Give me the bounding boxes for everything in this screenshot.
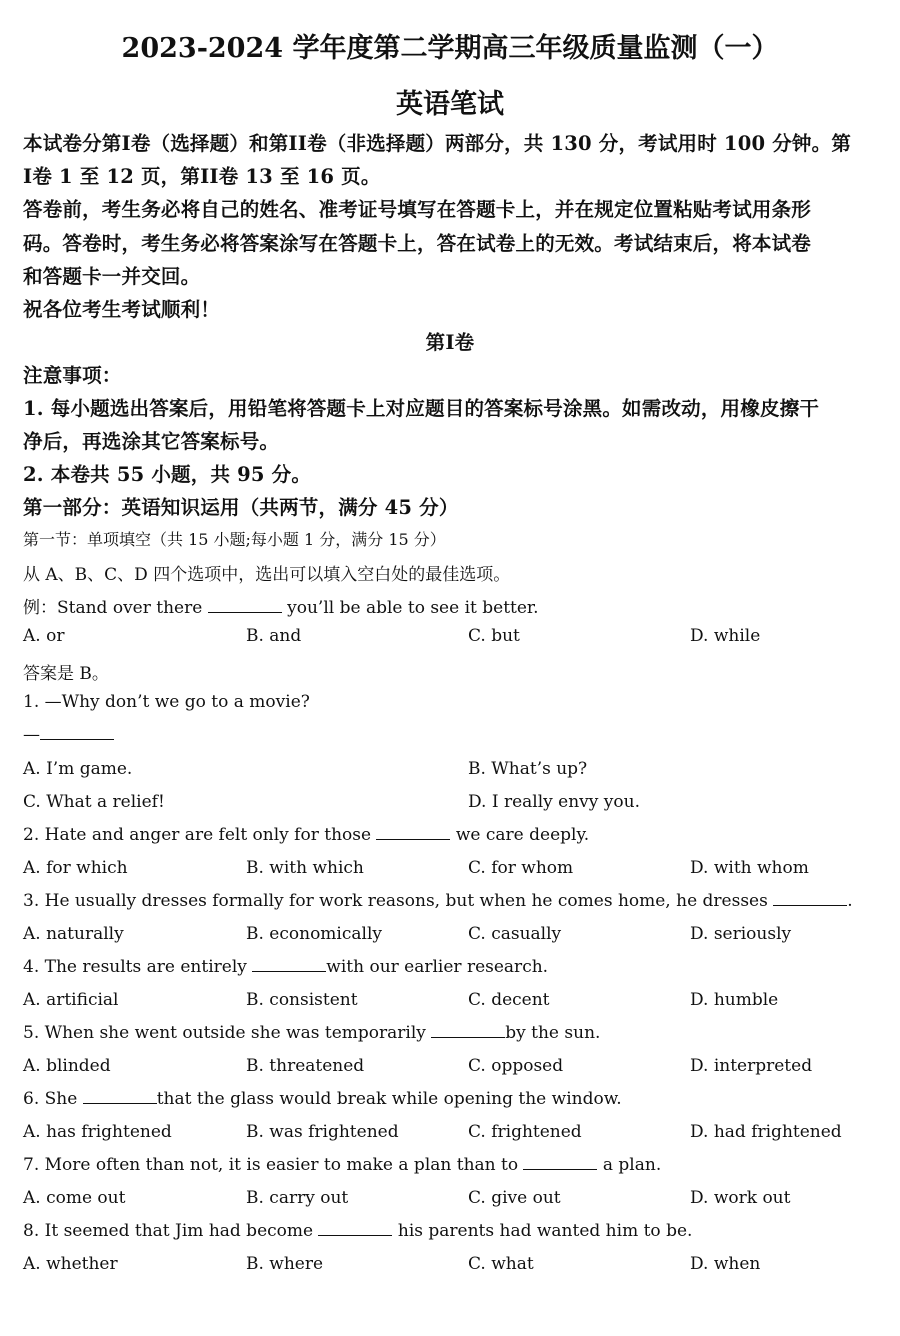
q2-option-c: C. for whom <box>468 858 574 878</box>
intro-line-2: I卷 1 至 12 页，第II卷 13 至 16 页。 <box>23 165 381 188</box>
q5-option-b: B. threatened <box>246 1056 365 1076</box>
q1-option-c: C. What a relief! <box>23 792 165 812</box>
intro-line-6: 祝各位考生考试顺利！ <box>23 298 221 321</box>
exam-title: 2023-2024 学年度第二学期高三年级质量监测（一） <box>121 33 779 64</box>
question-stem-1: 1. —Why don’t we go to a movie? <box>23 692 310 712</box>
q3-option-a: A. naturally <box>23 924 124 944</box>
q6-option-d: D. had frightened <box>690 1122 842 1142</box>
note-2: 2. 本卷共 55 小题，共 95 分。 <box>23 463 312 486</box>
answer-blank <box>523 1155 597 1170</box>
q8-option-b: B. where <box>246 1254 324 1274</box>
q6-option-a: A. has frightened <box>23 1122 172 1142</box>
question-stem-2: 2. Hate and anger are felt only for those we care deeply. <box>23 825 590 845</box>
example-option-a: A. or <box>23 626 65 646</box>
question-stem-6: 6. She that the glass would break while opening the window. <box>23 1089 622 1109</box>
q6-option-c: C. frightened <box>468 1122 582 1142</box>
intro-line-4: 码。答卷时，考生务必将答案涂写在答题卡上，答在试卷上的无效。考试结束后，将本试卷 <box>23 232 812 255</box>
q4-option-c: C. decent <box>468 990 550 1010</box>
q8-option-c: C. what <box>468 1254 534 1274</box>
q4-option-b: B. consistent <box>246 990 358 1010</box>
q4-option-a: A. artificial <box>23 990 119 1010</box>
q6-option-b: B. was frightened <box>246 1122 399 1142</box>
question-reply-1: — <box>23 725 114 745</box>
example-answer: 答案是 B。 <box>23 664 109 684</box>
intro-line-1: 本试卷分第I卷（选择题）和第II卷（非选择题）两部分，共 130 分，考试用时 100 分钟。第 <box>23 132 852 155</box>
question-stem-4: 4. The results are entirely with our earlier research. <box>23 957 549 977</box>
answer-blank <box>83 1089 157 1104</box>
part1-heading: 第一部分：英语知识运用（共两节，满分 45 分） <box>23 496 459 519</box>
q1-option-d: D. I really envy you. <box>468 792 640 812</box>
section1-heading: 第一节：单项填空（共 15 小题;每小题 1 分，满分 15 分） <box>23 530 446 549</box>
example-option-d: D. while <box>690 626 761 646</box>
q7-option-b: B. carry out <box>246 1188 349 1208</box>
answer-blank <box>252 957 326 972</box>
note-1a: 1. 每小题选出答案后，用铅笔将答题卡上对应题目的答案标号涂黑。如需改动，用橡皮擦干 <box>23 397 820 420</box>
answer-blank <box>40 725 114 740</box>
q2-option-d: D. with whom <box>690 858 809 878</box>
answer-blank <box>376 825 450 840</box>
notes-heading: 注意事项： <box>23 364 122 387</box>
answer-blank <box>431 1023 505 1038</box>
q4-option-d: D. humble <box>690 990 779 1010</box>
question-stem-7: 7. More often than not, it is easier to make a plan than to a plan. <box>23 1155 662 1175</box>
q7-option-d: D. work out <box>690 1188 791 1208</box>
q8-option-d: D. when <box>690 1254 761 1274</box>
q3-option-c: C. casually <box>468 924 562 944</box>
q5-option-c: C. opposed <box>468 1056 564 1076</box>
q5-option-d: D. interpreted <box>690 1056 813 1076</box>
intro-line-3: 答卷前，考生务必将自己的姓名、准考证号填写在答题卡上，并在规定位置粘贴考试用条形 <box>23 198 812 221</box>
q1-option-a: A. I’m game. <box>23 759 133 779</box>
example-option-b: B. and <box>246 626 302 646</box>
answer-blank <box>773 891 847 906</box>
q3-option-b: B. economically <box>246 924 382 944</box>
question-stem-3: 3. He usually dresses formally for work reasons, but when he comes home, he dresses . <box>23 891 853 911</box>
volume-title: 第I卷 <box>425 331 475 354</box>
section1-instruction: 从 A、B、C、D 四个选项中，选出可以填入空白处的最佳选项。 <box>23 565 511 585</box>
q8-option-a: A. whether <box>23 1254 118 1274</box>
q7-option-a: A. come out <box>23 1188 126 1208</box>
exam-subtitle: 英语笔试 <box>396 89 504 120</box>
q7-option-c: C. give out <box>468 1188 561 1208</box>
intro-line-5: 和答题卡一并交回。 <box>23 265 201 288</box>
q2-option-b: B. with which <box>246 858 364 878</box>
q2-option-a: A. for which <box>23 858 128 878</box>
note-1b: 净后，再选涂其它答案标号。 <box>23 430 280 453</box>
question-stem-5: 5. When she went outside she was temporarily by the sun. <box>23 1023 601 1043</box>
answer-blank <box>318 1221 392 1236</box>
example-stem: 例：Stand over there you’ll be able to see it better. <box>23 598 539 618</box>
question-stem-8: 8. It seemed that Jim had become his parents had wanted him to be. <box>23 1221 693 1241</box>
answer-blank <box>208 598 282 613</box>
q1-option-b: B. What’s up? <box>468 759 588 779</box>
example-option-c: C. but <box>468 626 520 646</box>
q3-option-d: D. seriously <box>690 924 792 944</box>
q5-option-a: A. blinded <box>23 1056 111 1076</box>
